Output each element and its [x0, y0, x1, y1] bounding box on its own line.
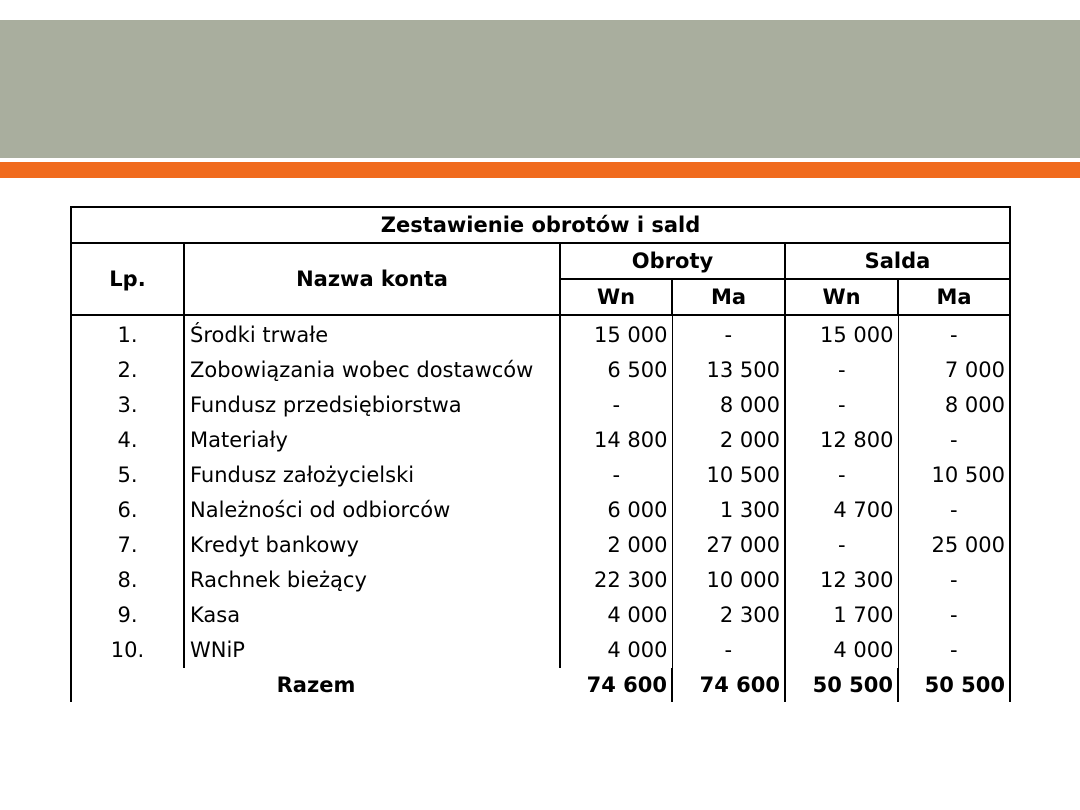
- header-obroty: Obroty: [560, 243, 785, 279]
- row-account-name: Fundusz przedsiębiorstwa: [184, 388, 560, 423]
- row-obroty-ma: 10 500: [672, 458, 785, 493]
- row-obroty-wn: 4 000: [560, 633, 672, 668]
- row-lp: 5.: [71, 458, 184, 493]
- row-account-name: Rachnek bieżący: [184, 563, 560, 598]
- header-obroty-wn: Wn: [560, 279, 672, 315]
- header-salda: Salda: [785, 243, 1010, 279]
- row-salda-ma: -: [898, 563, 1010, 598]
- row-obroty-wn: 2 000: [560, 528, 672, 563]
- accent-bar: [0, 162, 1080, 178]
- header-salda-wn: Wn: [785, 279, 898, 315]
- row-salda-wn: -: [785, 528, 898, 563]
- row-account-name: Kasa: [184, 598, 560, 633]
- table-row: [71, 388, 1010, 423]
- row-obroty-wn: -: [560, 388, 672, 423]
- row-salda-wn: 12 300: [785, 563, 898, 598]
- row-salda-wn: -: [785, 458, 898, 493]
- header-account-name: Nazwa konta: [184, 243, 560, 315]
- row-salda-ma: -: [898, 493, 1010, 528]
- table-row: [71, 563, 1010, 598]
- row-salda-ma: 7 000: [898, 353, 1010, 388]
- total-salda-ma: 50 500: [898, 668, 1010, 702]
- row-obroty-wn: 4 000: [560, 598, 672, 633]
- header-salda-ma: Ma: [898, 279, 1010, 315]
- total-row: [71, 668, 1010, 702]
- row-lp: 8.: [71, 563, 184, 598]
- row-salda-ma: -: [898, 315, 1010, 353]
- row-lp: 2.: [71, 353, 184, 388]
- row-obroty-wn: -: [560, 458, 672, 493]
- row-obroty-ma: 8 000: [672, 388, 785, 423]
- row-salda-wn: 12 800: [785, 423, 898, 458]
- table-title: Zestawienie obrotów i sald: [71, 207, 1010, 243]
- row-obroty-ma: 2 000: [672, 423, 785, 458]
- row-salda-wn: -: [785, 388, 898, 423]
- row-lp: 9.: [71, 598, 184, 633]
- row-obroty-ma: -: [672, 633, 785, 668]
- row-lp: 10.: [71, 633, 184, 668]
- row-obroty-wn: 15 000: [560, 315, 672, 353]
- row-obroty-ma: -: [672, 315, 785, 353]
- row-salda-wn: -: [785, 353, 898, 388]
- total-label: Razem: [71, 668, 560, 702]
- row-obroty-ma: 10 000: [672, 563, 785, 598]
- header-obroty-ma: Ma: [672, 279, 785, 315]
- row-obroty-wn: 6 000: [560, 493, 672, 528]
- row-salda-wn: 4 000: [785, 633, 898, 668]
- table-row: [71, 315, 1010, 353]
- header-band: [0, 20, 1080, 158]
- turnover-balance-table: [70, 206, 1009, 704]
- row-salda-ma: -: [898, 633, 1010, 668]
- row-salda-ma: -: [898, 423, 1010, 458]
- row-salda-ma: 8 000: [898, 388, 1010, 423]
- table-row: [71, 493, 1010, 528]
- row-salda-ma: 10 500: [898, 458, 1010, 493]
- row-lp: 1.: [71, 315, 184, 353]
- table-row: [71, 423, 1010, 458]
- row-obroty-ma: 13 500: [672, 353, 785, 388]
- table-body: [71, 315, 1010, 668]
- row-account-name: Materiały: [184, 423, 560, 458]
- row-account-name: Kredyt bankowy: [184, 528, 560, 563]
- row-obroty-ma: 2 300: [672, 598, 785, 633]
- row-lp: 6.: [71, 493, 184, 528]
- row-obroty-wn: 6 500: [560, 353, 672, 388]
- row-account-name: Zobowiązania wobec dostawców: [184, 353, 560, 388]
- table-row: [71, 458, 1010, 493]
- total-obroty-wn: 74 600: [560, 668, 672, 702]
- row-lp: 7.: [71, 528, 184, 563]
- row-account-name: Fundusz założycielski: [184, 458, 560, 493]
- table-row: [71, 633, 1010, 668]
- row-lp: 3.: [71, 388, 184, 423]
- row-lp: 4.: [71, 423, 184, 458]
- row-salda-ma: 25 000: [898, 528, 1010, 563]
- row-obroty-ma: 1 300: [672, 493, 785, 528]
- header-lp: Lp.: [71, 243, 184, 315]
- row-obroty-wn: 14 800: [560, 423, 672, 458]
- table-row: [71, 353, 1010, 388]
- row-obroty-wn: 22 300: [560, 563, 672, 598]
- total-salda-wn: 50 500: [785, 668, 898, 702]
- table-row: [71, 528, 1010, 563]
- row-salda-wn: 4 700: [785, 493, 898, 528]
- row-salda-ma: -: [898, 598, 1010, 633]
- row-account-name: WNiP: [184, 633, 560, 668]
- row-obroty-ma: 27 000: [672, 528, 785, 563]
- row-account-name: Należności od odbiorców: [184, 493, 560, 528]
- row-salda-wn: 15 000: [785, 315, 898, 353]
- row-account-name: Środki trwałe: [184, 315, 560, 353]
- total-obroty-ma: 74 600: [672, 668, 785, 702]
- row-salda-wn: 1 700: [785, 598, 898, 633]
- table-row: [71, 598, 1010, 633]
